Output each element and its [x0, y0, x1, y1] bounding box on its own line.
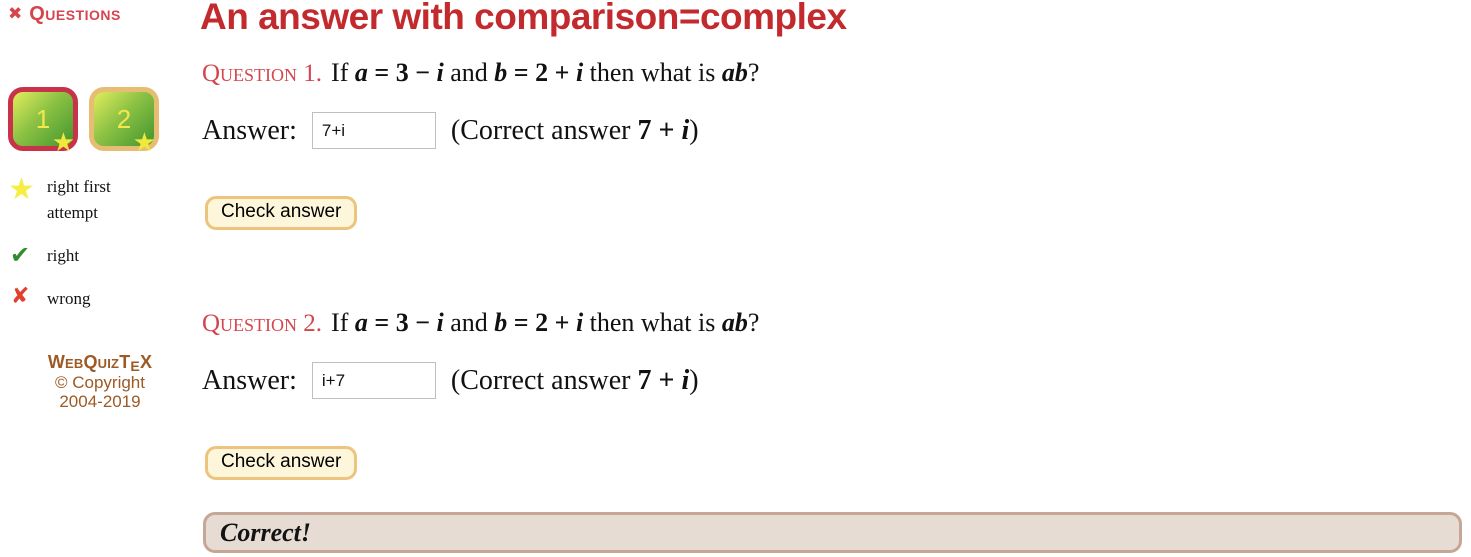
main-content [200, 0, 1471, 557]
app-footer [0, 352, 200, 411]
star-icon: ★ [8, 172, 35, 207]
question-1-text [202, 58, 759, 88]
answer-row-2 [202, 362, 699, 399]
legend-item-wrong [8, 285, 173, 312]
page-title: An answer with comparison=complex [200, 0, 847, 37]
question-number: 1 [35, 103, 51, 134]
answer-input-2[interactable] [312, 362, 436, 399]
sidebar [0, 0, 200, 557]
close-icon[interactable]: ✖ [8, 4, 23, 24]
question-2-text [202, 308, 759, 338]
questions-heading: Questions [29, 3, 121, 25]
feedback-banner [203, 512, 1462, 553]
cross-icon: ✘ [11, 284, 30, 309]
legend-item-right [8, 242, 173, 269]
answer-label: Answer: [202, 364, 297, 396]
question-nav-button-2[interactable] [89, 87, 159, 158]
legend-label: right first attempt [47, 177, 111, 222]
star-icon: ★ [51, 128, 75, 158]
answer-row-1 [202, 112, 699, 149]
question-1-label: Question 1. [202, 60, 323, 87]
copyright-years: 2004-2019 [59, 392, 141, 411]
feedback-text: Correct! [220, 517, 311, 547]
correct-answer-note-2: (Correct answer 7 + i) [450, 364, 699, 396]
webquiztex-logo: WebQuizTEX [47, 352, 153, 375]
question-2-body: If a = 3 − i and b = 2 + i then what is ab? [331, 308, 760, 337]
question-nav [8, 87, 159, 158]
check-answer-button-2[interactable]: Check answer [205, 446, 357, 480]
legend-label: wrong [47, 289, 91, 308]
correct-answer-note-1: (Correct answer 7 + i) [450, 114, 699, 146]
question-1-body: If a = 3 − i and b = 2 + i then what is ab? [331, 58, 760, 87]
legend-item-right-first-attempt [8, 173, 173, 226]
star-icon: ★ [132, 128, 156, 158]
copyright-text: © Copyright [54, 373, 145, 392]
checkmark-icon: ✔ [10, 241, 31, 269]
legend [8, 173, 173, 312]
question-number: 2 [116, 103, 132, 134]
question-nav-button-1[interactable] [8, 87, 78, 158]
answer-input-1[interactable] [312, 112, 436, 149]
answer-label: Answer: [202, 114, 297, 146]
legend-label: right [47, 246, 80, 265]
check-answer-button-1[interactable]: Check answer [205, 196, 357, 230]
sidebar-header [8, 3, 121, 26]
question-2-label: Question 2. [202, 310, 323, 337]
